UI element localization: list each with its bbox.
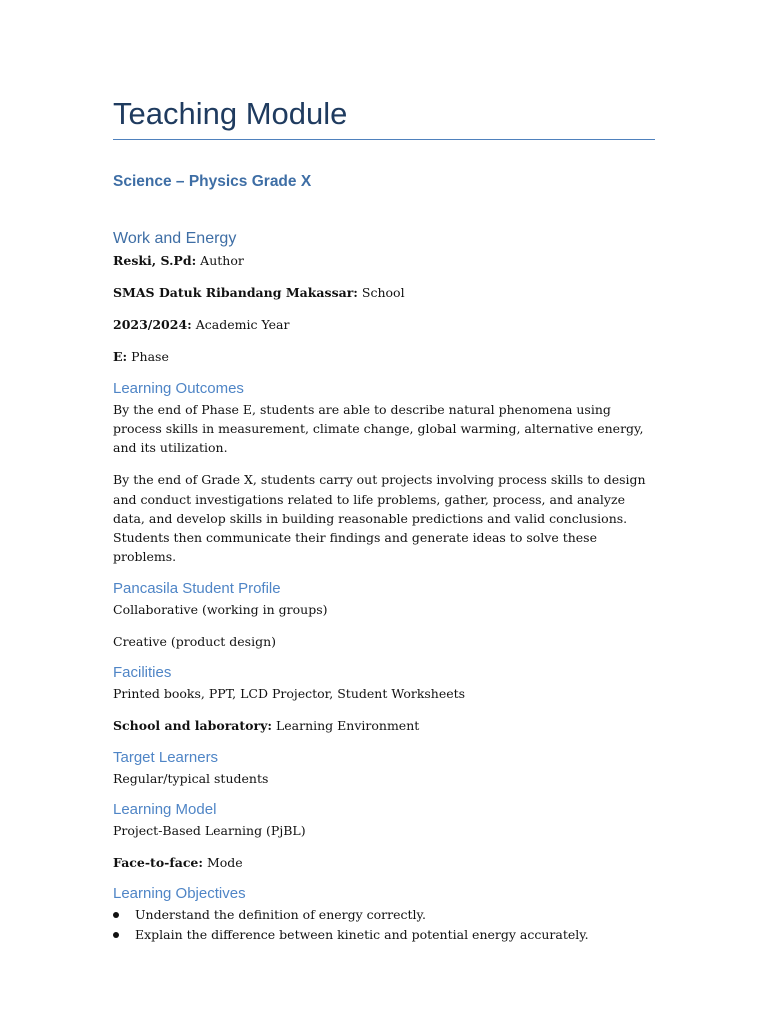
learning-model-heading: Learning Model: [113, 800, 217, 818]
learning-outcomes-paragraph: By the end of Phase E, students are able to describe natural phenomena using process skills in measurement, climate change, global warming, alternative energy, and its utilization.: [113, 401, 644, 456]
learning-outcomes-paragraph: By the end of Grade X, students carry out projects involving process skills to design and conduct investigations related to life problems, gather, process, and analyze data, and develop skills in building reasonable predictions and valid conclusions. Students then communicate their findings and generate ideas to solve these problems.: [113, 472, 646, 565]
list-item: [113, 905, 655, 925]
student-profile-item: Creative (product design): [113, 633, 277, 649]
learning-objectives-heading: Learning Objectives: [113, 885, 246, 903]
mode-value: Face-to-face:: [113, 854, 203, 870]
environment-label: Learning Environment: [275, 718, 420, 734]
learning-objectives-list: [113, 905, 655, 945]
identity-phase: [113, 347, 655, 366]
student-profile-item: Collaborative (working in groups): [113, 601, 328, 617]
school-value: SMAS Datuk Ribandang Makassar:: [113, 285, 358, 301]
document-title: Teaching Module: [113, 96, 348, 131]
learning-model-text: Project-Based Learning (PjBL): [113, 822, 306, 838]
objective-text: Explain the difference between kinetic and potential energy accurately.: [135, 927, 589, 943]
identity-author: [113, 251, 655, 270]
identity-school: [113, 283, 655, 302]
student-profile-heading: Pancasila Student Profile: [113, 579, 281, 597]
author-label: Author: [200, 253, 244, 268]
environment-value: School and laboratory:: [113, 718, 272, 734]
target-learners-heading: Target Learners: [113, 748, 219, 766]
objective-text: Understand the definition of energy correctly.: [135, 907, 426, 923]
author-value: Reski, S.Pd:: [113, 253, 197, 268]
mode-label: Mode: [206, 854, 243, 870]
phase-value: E:: [113, 349, 128, 365]
document-body: [113, 228, 655, 945]
document-subtitle: Science – Physics Grade X: [113, 173, 312, 190]
identity-academic-year: [113, 315, 655, 334]
learning-mode: [113, 853, 655, 872]
school-label: School: [361, 285, 405, 301]
phase-label: Phase: [131, 349, 169, 365]
topic-heading: Work and Energy: [113, 230, 237, 247]
target-learners-text: Regular/typical students: [113, 770, 269, 786]
title-underline: [113, 139, 655, 140]
facilities-text: Printed books, PPT, LCD Projector, Student Worksheets: [113, 686, 466, 702]
bullet-icon: [113, 912, 119, 918]
academic-year-value: 2023/2024:: [113, 317, 192, 333]
bullet-icon: [113, 932, 119, 938]
facilities-heading: Facilities: [113, 664, 172, 682]
learning-environment: [113, 716, 655, 735]
learning-outcomes-heading: Learning Outcomes: [113, 379, 244, 397]
academic-year-label: Academic Year: [195, 317, 290, 333]
list-item: [113, 925, 655, 945]
